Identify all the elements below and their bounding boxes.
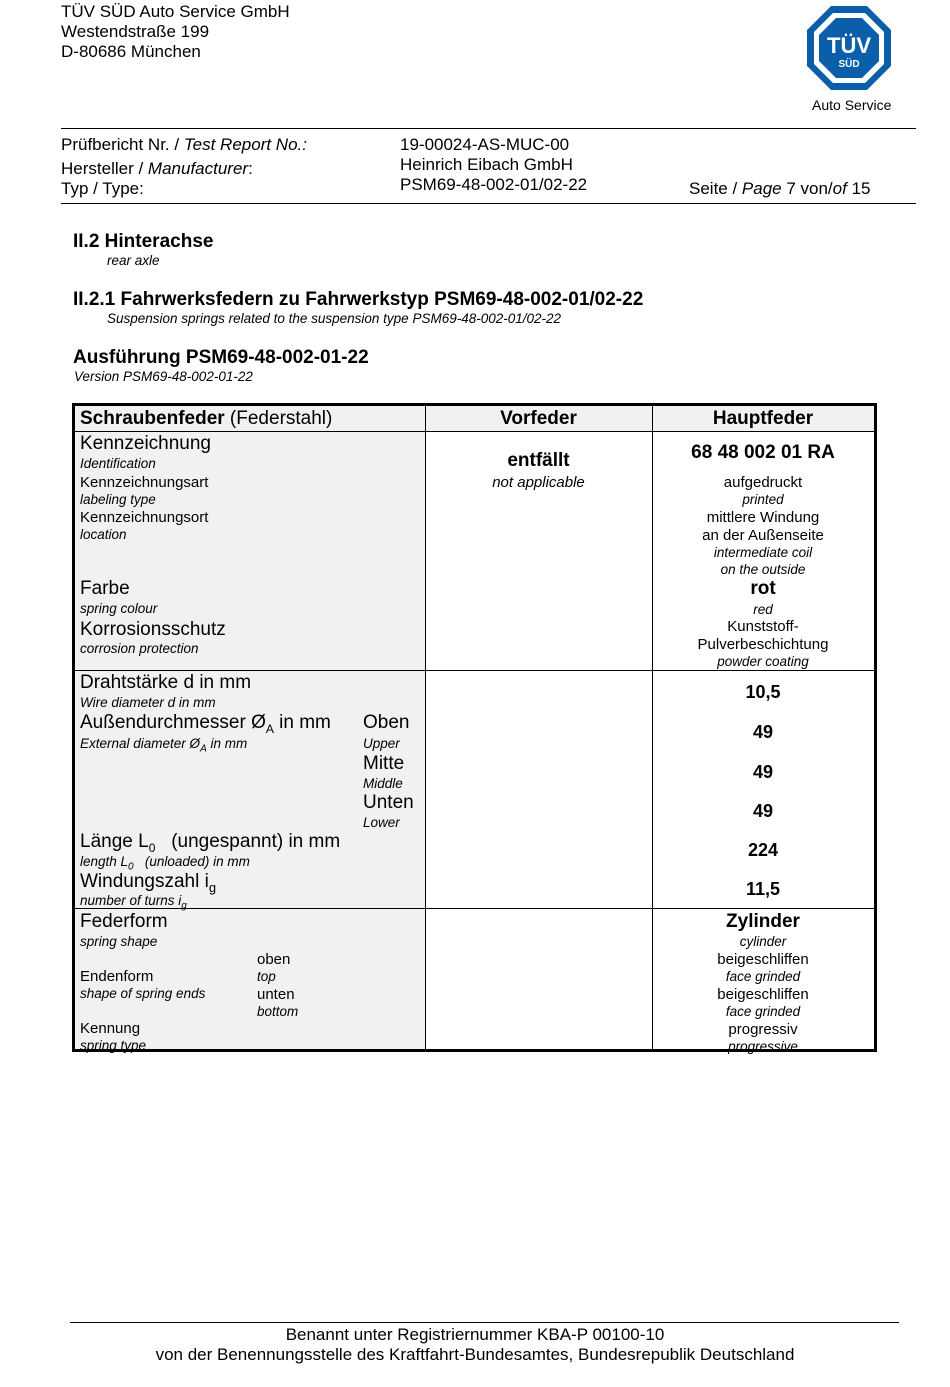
logo-main-text: TÜV [827,33,871,58]
end-bottom-value-en: face grinded [725,1004,801,1019]
spring-shape-value: Zylinder [726,911,800,932]
header-bottom-rule [61,203,916,204]
wire-diameter-label: Drahtstärke d in mm [80,672,252,693]
report-label: Prüfbericht Nr. / Test Report No.: [61,135,307,154]
colour-value: rot [750,578,776,599]
end-top-value: beigeschliffen [717,951,809,968]
length-value: 224 [747,840,779,860]
group1-divider [75,670,874,671]
external-diameter-label: Außendurchmesser $Ø_A$ in mm [80,712,331,736]
location-value-en-1: intermediate coil [713,545,813,560]
prespring-not-applicable: entfällt [507,450,570,471]
spring-shape-label: Federform [80,911,168,932]
end-shape-label-en: shape of spring ends [80,986,206,1001]
upper-label: Oben [363,712,410,733]
company-city: D-80686 München [61,42,201,61]
colour-value-en: red [753,602,773,617]
upper-diameter-value: 49 [752,722,774,742]
ident-value: 68 48 002 01 RA [691,442,835,463]
section-subtitle-rear-axle: rear axle [107,253,160,268]
header-prespring: Vorfeder [500,408,577,429]
length-label-en: length $L_0$ (unloaded) in mm [80,854,250,873]
location-value-1: mittlere Windung [706,509,820,526]
section-subtitle-version: Version PSM69-48-002-01-22 [74,369,253,384]
company-address [61,2,290,62]
end-top-value-en: face grinded [725,969,801,984]
turns-label: Windungszahl $i_g$ [80,871,217,895]
spring-type-label: Kennung [80,1020,141,1037]
labeling-type-label: Kennzeichnungsart [80,474,209,491]
section-subtitle-springs: Suspension springs related to the suspension type PSM69-48-002-01/02-22 [107,311,562,326]
location-value-2: an der Außenseite [702,527,824,544]
spring-shape-label-en: spring shape [80,934,158,949]
company-name: TÜV SÜD Auto Service GmbH [61,2,290,21]
type-label: Typ / Type: [61,179,144,198]
corrosion-value-1: Kunststoff- [727,618,799,635]
footer-rule [70,1322,899,1323]
company-street: Westendstraße 199 [61,22,210,41]
external-diameter-label-en: External diameter $Ø_A$ in mm [80,736,248,755]
corrosion-value-2: Pulverbeschichtung [697,636,829,653]
upper-label-en: Upper [363,736,400,751]
length-label: Länge $L_0$ (ungespannt) in mm [80,831,341,855]
end-bottom-value: beigeschliffen [717,986,809,1003]
middle-diameter-value: 49 [752,762,774,782]
location-label-en: location [80,527,127,542]
prespring-not-applicable-en: not applicable [492,474,585,491]
identification-label: Kennzeichnung [80,433,211,454]
labeling-type-value-en: printed [742,492,784,507]
spring-spec-table [72,403,877,1052]
report-value: 19-00024-AS-MUC-00 [400,135,570,154]
header-mainspring: Hauptfeder [712,408,814,429]
manufacturer-value: Heinrich Eibach GmbH [400,155,573,174]
section-title-springs: II.2.1 Fahrwerksfedern zu Fahrwerkstyp PSM69-48-002-01/02-22 [73,289,644,310]
end-bottom-label-en: bottom [257,1004,299,1019]
lower-label: Unten [363,792,414,813]
corrosion-label: Korrosionsschutz [80,619,226,640]
middle-label-en: Middle [363,776,403,791]
section-title-version: Ausführung PSM69-48-002-01-22 [73,347,369,368]
identification-label-en: Identification [80,456,156,471]
group2-divider [75,908,874,909]
location-value-en-2: on the outside [720,562,806,577]
labeling-type-value: aufgedruckt [723,474,803,491]
page-number: Seite / Page 7 von/of 15 [689,179,871,198]
wire-diameter-value: 10,5 [745,682,781,702]
column-divider-1 [425,406,426,1049]
labeling-type-label-en: labeling type [80,492,156,507]
header-row-divider [75,431,874,432]
location-label: Kennzeichnungsort [80,509,209,526]
lower-label-en: Lower [363,815,400,830]
footer-line-2: von der Benennungsstelle des Kraftfahrt-Bundesamtes, Bundesrepublik Deutschland [155,1345,795,1364]
colour-label: Farbe [80,578,130,599]
spring-type-value: progressiv [728,1021,798,1038]
middle-label: Mitte [363,753,405,774]
header-top-rule [61,128,916,129]
corrosion-label-en: corrosion protection [80,641,199,656]
tuv-sud-logo [806,5,892,91]
end-bottom-label: unten [257,986,295,1003]
end-shape-label: Endenform [80,968,154,985]
turns-value: 11,5 [745,879,781,899]
corrosion-value-en: powder coating [717,654,809,669]
footer-line-1: Benannt unter Registriernummer KBA-P 00100-10 [285,1325,665,1344]
manufacturer-label: Hersteller / Manufacturer: [61,159,253,178]
spring-type-value-en: progressive [728,1039,798,1054]
wire-diameter-label-en: Wire diameter d in mm [80,695,216,710]
colour-label-en: spring colour [80,601,158,616]
spring-shape-value-en: cylinder [739,934,787,949]
logo-caption: Auto Service [812,97,892,113]
header-spring-cell: Schraubenfeder (Federstahl) [80,408,333,429]
section-title-rear-axle: II.2 Hinterachse [73,231,214,252]
logo-sub-text: SÜD [838,59,860,70]
end-top-label: oben [257,951,291,968]
end-top-label-en: top [257,969,276,984]
turns-label-en: number of turns $i_g$ [80,893,187,912]
type-value: PSM69-48-002-01/02-22 [400,175,588,194]
spring-type-label-en: spring type [80,1038,147,1053]
lower-diameter-value: 49 [752,801,774,821]
